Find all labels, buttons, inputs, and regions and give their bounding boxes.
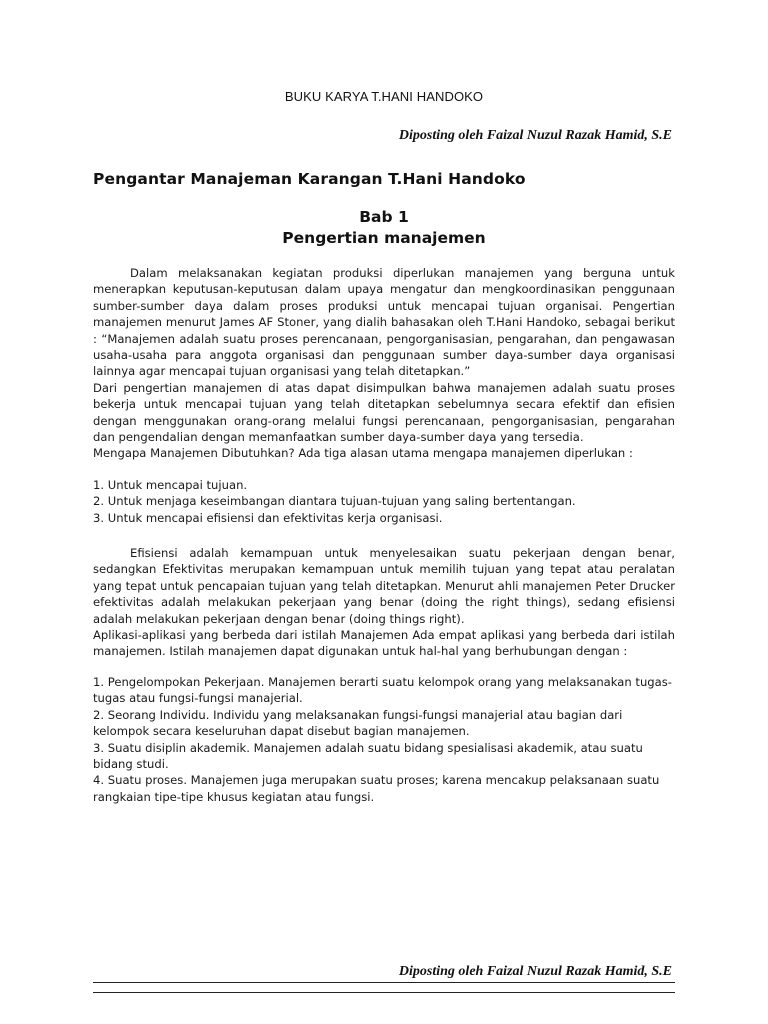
list-item: 4. Suatu proses. Manajemen juga merupakan suatu proses; karena mencakup pelaksanaan suatu rangkaian tipe-tipe khusus kegiatan atau fungsi. [93, 773, 660, 804]
applications-list [93, 674, 675, 805]
paragraph: Efisiensi adalah kemampuan untuk menyelesaikan suatu pekerjaan dengan benar, sedangkan Efektivitas merupakan kemampuan untuk memilih tujuan yang tepat atau peralatan yang tepat untuk pencapaian tujuan yang telah ditetapkan. Menurut ahli manajemen Peter Drucker efektivitas adalah melakukan pekerjaan yang benar (doing the right things), sedang efisiensi adalah melakukan pekerjaan dengan benar (doing things right). [93, 546, 675, 626]
list-item: 1. Untuk mencapai tujuan. [93, 478, 248, 492]
list-item: 2. Untuk menjaga keseimbangan diantara tujuan-tujuan yang saling bertentangan. [93, 494, 576, 509]
paragraph: Mengapa Manajemen Dibutuhkan? Ada tiga alasan utama mengapa manajemen diperlukan : [93, 446, 633, 461]
footer-divider [93, 982, 675, 983]
header-byline: Diposting oleh Faizal Nuzul Razak Hamid, S.E [398, 128, 672, 143]
list-item: 2. Seorang Individu. Individu yang melaksanakan fungsi-fungsi manajerial atau bagian dari kelompok secara keseluruhan dapat disebut bagian manajemen. [93, 707, 623, 739]
paragraph: Dalam melaksanakan kegiatan produksi diperlukan manajemen yang berguna untuk menerapkan keputusan-keputusan dalam upaya mengatur dan mengkoordinasikan penggunaan sumber-sumber daya dalam proses produksi untuk mencapai tujuan organisai. Pengertian manajemen menurut James AF Stoner, yang dialih bahasakan oleh T.Hani Handoko, sebagai berikut : “Manajemen adalah suatu proses perencanaan, pengorganisasian, pengarahan, dan pengawasan usaha-usaha para anggota organisasi dan penggunaan sumber daya-sumber daya organisasi lainnya agar mencapai tujuan organisasi yang telah ditetapkan.” [93, 266, 675, 379]
paragraph: Aplikasi-aplikasi yang berbeda dari istilah Manajemen Ada empat aplikasi yang berbeda dari istilah manajemen. Istilah manajemen dapat digunakan untuk hal-hal yang berhubungan dengan : [93, 628, 675, 659]
list-item: 3. Suatu disiplin akademik. Manajemen adalah suatu bidang spesialisasi akademik, atau suatu bidang studi. [93, 740, 643, 772]
chapter-number: Bab 1 [359, 208, 409, 226]
footer-byline: Diposting oleh Faizal Nuzul Razak Hamid, S.E [398, 964, 672, 979]
main-heading: Pengantar Manajeman Karangan T.Hani Handoko [93, 170, 526, 188]
section-2 [93, 545, 675, 660]
reasons-list [93, 477, 675, 526]
chapter-title: Pengertian manajemen [282, 229, 486, 247]
footer-divider [93, 992, 675, 993]
document-title: BUKU KARYA T.HANI HANDOKO [284, 89, 484, 104]
section-1 [93, 265, 675, 462]
list-item: 1. Pengelompokan Pekerjaan. Manajemen berarti suatu kelompok orang yang melaksanakan tugas-tugas atau fungsi-fungsi manajerial. [93, 675, 672, 706]
list-item: 3. Untuk mencapai efisiensi dan efektivitas kerja organisasi. [93, 510, 443, 525]
paragraph: Dari pengertian manajemen di atas dapat disimpulkan bahwa manajemen adalah suatu proses bekerja untuk mencapai tujuan yang telah ditetapkan sebelumnya secara efektif dan efisien dengan menggunakan orang-orang melalui fungsi perencanaan, pengorganisasian, pengarahan dan pengendalian dengan memanfaatkan sumber daya-sumber daya yang tersedia. [93, 380, 675, 445]
chapter-heading [0, 207, 768, 249]
